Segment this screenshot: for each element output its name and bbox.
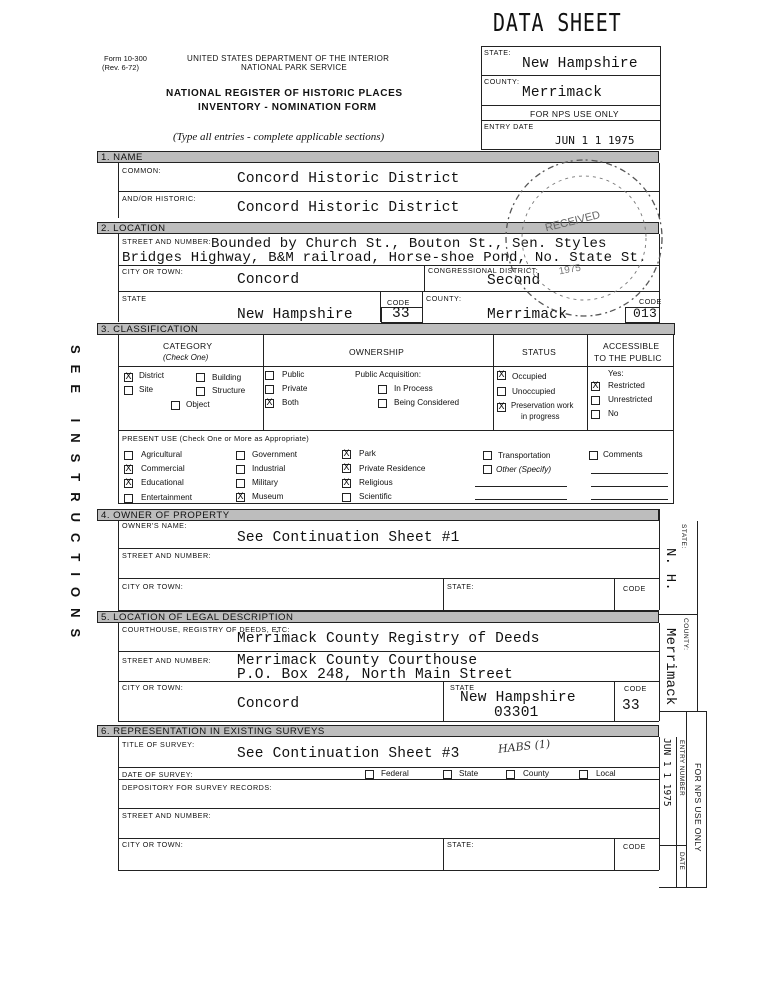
commercial-label: Commercial bbox=[141, 464, 185, 473]
owner-code-label: CODE bbox=[623, 584, 646, 593]
yes-label: Yes: bbox=[608, 369, 624, 378]
in-process-checkbox[interactable] bbox=[378, 385, 387, 394]
side-county-label: COUNTY: bbox=[682, 618, 689, 651]
for-nps-use-only: FOR NPS USE ONLY bbox=[530, 109, 619, 119]
district-checkbox[interactable]: X bbox=[125, 372, 132, 383]
occupied-label: Occupied bbox=[512, 372, 547, 381]
common-label: COMMON: bbox=[122, 166, 162, 175]
object-label: Object bbox=[186, 400, 210, 409]
legal-code-label: CODE bbox=[624, 684, 647, 693]
legal-street-line1[interactable]: Merrimack County Courthouse bbox=[237, 653, 478, 669]
public-checkbox[interactable] bbox=[265, 371, 274, 380]
local-checkbox[interactable] bbox=[579, 770, 588, 779]
agency-service: NATIONAL PARK SERVICE bbox=[241, 63, 348, 72]
form-revision: (Rev. 6-72) bbox=[102, 63, 139, 72]
comments-label: Comments bbox=[603, 450, 643, 459]
legal-city-label: CITY OR TOWN: bbox=[122, 683, 184, 692]
type-instructions: (Type all entries - complete applicable sections) bbox=[173, 131, 385, 143]
accessible-label: ACCESSIBLE bbox=[603, 341, 660, 351]
form-number: Form 10-300 bbox=[104, 54, 147, 63]
side-nps-use-only: FOR NPS USE ONLY bbox=[693, 763, 703, 852]
survey-city-label: CITY OR TOWN: bbox=[122, 840, 184, 849]
category-label: CATEGORY bbox=[163, 341, 213, 351]
restricted-checkbox[interactable]: X bbox=[592, 381, 599, 392]
owner-state-label: STATE: bbox=[447, 582, 475, 591]
site-label: Site bbox=[139, 385, 154, 394]
commercial-checkbox[interactable]: X bbox=[125, 464, 132, 475]
legal-street-line2[interactable]: P.O. Box 248, North Main Street bbox=[237, 667, 513, 683]
historic-name-value[interactable]: Concord Historic District bbox=[237, 200, 460, 216]
public-label: Public bbox=[282, 370, 305, 379]
entry-date-label: ENTRY DATE bbox=[484, 122, 534, 131]
both-label: Both bbox=[282, 398, 299, 407]
location-state-label: STATE bbox=[122, 294, 147, 303]
military-checkbox[interactable] bbox=[236, 479, 245, 488]
courthouse-value[interactable]: Merrimack County Registry of Deeds bbox=[237, 631, 540, 647]
form-subtitle: INVENTORY - NOMINATION FORM bbox=[198, 102, 377, 113]
side-entry-number: ENTRY NUMBER bbox=[678, 740, 685, 797]
no-checkbox[interactable] bbox=[591, 410, 600, 419]
agency-department: UNITED STATES DEPARTMENT OF THE INTERIOR bbox=[187, 54, 390, 63]
present-use-label: PRESENT USE (Check One or More as Appropriate) bbox=[122, 434, 309, 443]
preservation-label: Preservation work bbox=[511, 401, 574, 410]
no-label: No bbox=[608, 409, 619, 418]
section-5-header: 5. LOCATION OF LEGAL DESCRIPTION bbox=[97, 611, 659, 623]
side-county-value[interactable]: Merrimack bbox=[662, 628, 678, 706]
government-checkbox[interactable] bbox=[236, 451, 245, 460]
transportation-checkbox[interactable] bbox=[483, 451, 492, 460]
survey-state-label: STATE: bbox=[447, 840, 475, 849]
survey-date-label: DATE OF SURVEY: bbox=[122, 770, 194, 779]
legal-state-value[interactable]: New Hampshire bbox=[460, 690, 576, 706]
location-county-label: COUNTY: bbox=[426, 294, 462, 303]
owner-city-label: CITY OR TOWN: bbox=[122, 582, 184, 591]
entry-date-stamp: JUN 1 1 1975 bbox=[555, 134, 635, 147]
scientific-checkbox[interactable] bbox=[342, 493, 351, 502]
side-entry-stamp: JUN 1 1 1975 bbox=[661, 738, 672, 807]
depository-label: DEPOSITORY FOR SURVEY RECORDS: bbox=[122, 783, 273, 792]
status-label: STATUS bbox=[522, 347, 557, 357]
top-county-value[interactable]: Merrimack bbox=[522, 85, 603, 101]
public-acquisition-label: Public Acquisition: bbox=[355, 370, 421, 379]
both-checkbox[interactable]: X bbox=[266, 398, 273, 409]
location-code2-label: CODE bbox=[639, 297, 662, 306]
in-process-label: In Process bbox=[394, 384, 433, 393]
top-state-value[interactable]: New Hampshire bbox=[522, 56, 638, 72]
industrial-label: Industrial bbox=[252, 464, 286, 473]
side-date-label: DATE bbox=[678, 852, 685, 871]
educational-label: Educational bbox=[141, 478, 184, 487]
location-street-label: STREET AND NUMBER: bbox=[122, 237, 212, 246]
private-residence-label: Private Residence bbox=[359, 464, 426, 473]
military-label: Military bbox=[252, 478, 278, 487]
legal-zip-value[interactable]: 03301 bbox=[494, 705, 539, 721]
legal-street-label: STREET AND NUMBER: bbox=[122, 656, 212, 665]
stamp-received-text: RECEIVED bbox=[543, 209, 602, 235]
occupied-checkbox[interactable]: X bbox=[498, 370, 505, 381]
other-checkbox[interactable] bbox=[483, 465, 492, 474]
section-6-header: 6. REPRESENTATION IN EXISTING SURVEYS bbox=[97, 725, 659, 737]
object-checkbox[interactable] bbox=[171, 401, 180, 410]
category-sub: (Check One) bbox=[163, 353, 209, 362]
received-stamp bbox=[497, 152, 672, 327]
park-checkbox[interactable]: X bbox=[343, 449, 350, 460]
section-3-header: 3. CLASSIFICATION bbox=[97, 323, 675, 335]
structure-checkbox[interactable] bbox=[196, 387, 205, 396]
location-code-label: CODE bbox=[387, 298, 410, 307]
restricted-label: Restricted bbox=[608, 381, 645, 390]
scientific-label: Scientific bbox=[359, 492, 392, 501]
local-label: Local bbox=[596, 769, 616, 778]
preservation-checkbox[interactable]: X bbox=[498, 402, 505, 413]
survey-title-label: TITLE OF SURVEY: bbox=[122, 740, 195, 749]
state-checkbox[interactable] bbox=[443, 770, 452, 779]
federal-label: Federal bbox=[381, 769, 409, 778]
stamp-year-text: 1975 bbox=[557, 262, 582, 278]
park-label: Park bbox=[359, 449, 376, 458]
agricultural-label: Agricultural bbox=[141, 450, 182, 459]
top-state-label: STATE: bbox=[484, 48, 512, 57]
survey-code-label: CODE bbox=[623, 842, 646, 851]
industrial-checkbox[interactable] bbox=[236, 465, 245, 474]
religious-checkbox[interactable]: X bbox=[343, 478, 350, 489]
district-label: District bbox=[139, 371, 165, 380]
congressional-district-label: CONGRESSIONAL DISTRICT: bbox=[428, 266, 539, 275]
entertainment-label: Entertainment bbox=[141, 493, 192, 502]
legal-code-value[interactable]: 33 bbox=[622, 698, 640, 714]
congressional-district-value[interactable]: Second bbox=[487, 273, 541, 289]
unoccupied-checkbox[interactable] bbox=[497, 387, 506, 396]
agricultural-checkbox[interactable] bbox=[124, 451, 133, 460]
to-public-label: TO THE PUBLIC bbox=[594, 353, 662, 363]
private-label: Private bbox=[282, 384, 308, 393]
religious-label: Religious bbox=[359, 478, 393, 487]
location-code2-value[interactable]: 013 bbox=[633, 306, 658, 321]
site-checkbox[interactable] bbox=[124, 386, 133, 395]
unrestricted-label: Unrestricted bbox=[608, 395, 653, 404]
government-label: Government bbox=[252, 450, 298, 459]
form-title: NATIONAL REGISTER OF HISTORIC PLACES bbox=[166, 88, 403, 99]
federal-checkbox[interactable] bbox=[365, 770, 374, 779]
location-city-label: CITY OR TOWN: bbox=[122, 267, 184, 276]
museum-label: Museum bbox=[252, 492, 284, 501]
section-2-header: 2. LOCATION bbox=[97, 222, 659, 234]
location-county-value[interactable]: Merrimack bbox=[487, 307, 568, 323]
top-county-label: COUNTY: bbox=[484, 77, 520, 86]
data-sheet-title: DATA SHEET bbox=[493, 8, 622, 37]
private-residence-checkbox[interactable]: X bbox=[343, 463, 350, 474]
educational-checkbox[interactable]: X bbox=[125, 478, 132, 489]
building-checkbox[interactable] bbox=[196, 373, 205, 382]
survey-title-value[interactable]: See Continuation Sheet #3 bbox=[237, 746, 460, 762]
owner-name-label: OWNER'S NAME: bbox=[122, 521, 187, 530]
location-state-value[interactable]: New Hampshire bbox=[237, 307, 353, 323]
courthouse-label: COURTHOUSE, REGISTRY OF DEEDS, ETC: bbox=[122, 625, 291, 634]
being-considered-label: Being Considered bbox=[394, 398, 460, 407]
survey-street-label: STREET AND NUMBER: bbox=[122, 811, 212, 820]
historic-label: AND/OR HISTORIC: bbox=[122, 194, 197, 203]
owner-name-value[interactable]: See Continuation Sheet #1 bbox=[237, 530, 460, 546]
structure-label: Structure bbox=[212, 386, 246, 395]
transportation-label: Transportation bbox=[498, 451, 551, 460]
private-checkbox[interactable] bbox=[265, 385, 274, 394]
entertainment-checkbox[interactable] bbox=[124, 494, 133, 503]
museum-checkbox[interactable]: X bbox=[237, 492, 244, 503]
location-city-value[interactable]: Concord bbox=[237, 272, 300, 288]
in-progress-label: in progress bbox=[521, 412, 560, 421]
handwritten-habs: HABS (1) bbox=[497, 737, 551, 756]
being-considered-checkbox[interactable] bbox=[378, 399, 387, 408]
section-1-header: 1. NAME bbox=[97, 151, 659, 163]
unoccupied-label: Unoccupied bbox=[512, 387, 556, 396]
legal-state-label: STATE bbox=[450, 683, 475, 692]
building-label: Building bbox=[212, 373, 242, 382]
location-street-line1[interactable]: Bounded by Church St., Bouton St., Sen. Styles bbox=[211, 236, 607, 252]
other-label: Other (Specify) bbox=[496, 465, 552, 474]
section-4-header: 4. OWNER OF PROPERTY bbox=[97, 509, 659, 521]
side-state-value[interactable]: N. H. bbox=[662, 548, 678, 592]
legal-city-value[interactable]: Concord bbox=[237, 696, 300, 712]
location-street-line2[interactable]: Bridges Highway, B&M railroad, Horse-shoe Pond, No. State St. bbox=[122, 250, 647, 266]
state-survey-label: State bbox=[459, 769, 479, 778]
ownership-label: OWNERSHIP bbox=[349, 347, 405, 357]
common-name-value[interactable]: Concord Historic District bbox=[237, 171, 460, 187]
see-instructions-side: SEE INSTRUCTIONS bbox=[68, 345, 83, 649]
location-code-value[interactable]: 33 bbox=[392, 306, 410, 322]
county-survey-label: County bbox=[523, 769, 549, 778]
owner-street-label: STREET AND NUMBER: bbox=[122, 551, 212, 560]
unrestricted-checkbox[interactable] bbox=[591, 396, 600, 405]
comments-checkbox[interactable] bbox=[589, 451, 598, 460]
county-checkbox[interactable] bbox=[506, 770, 515, 779]
side-state-label: STATE: bbox=[680, 524, 687, 549]
